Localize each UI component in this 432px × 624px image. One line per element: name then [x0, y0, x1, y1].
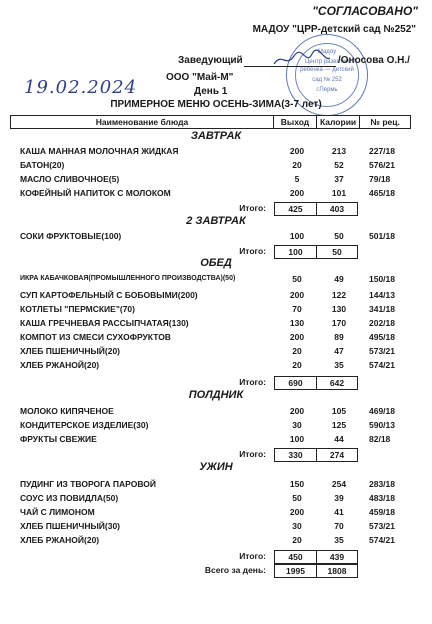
stamp-line: Центр развития	[304, 59, 350, 65]
dish-output: 100	[289, 434, 305, 444]
dish-calories: 47	[334, 346, 344, 356]
dish-recipe: 576/21	[369, 160, 395, 170]
dish-name: МАСЛО СЛИВОЧНОЕ(5)	[20, 174, 120, 184]
grand-total-output: 1995	[274, 564, 317, 578]
total-label: Итого:	[239, 203, 266, 213]
dish-recipe: 283/18	[369, 479, 395, 489]
column-recipe: № рец.	[360, 116, 411, 129]
dish-recipe: 459/18	[369, 507, 395, 517]
head-label: Заведующий	[178, 55, 243, 66]
dish-output: 20	[292, 535, 302, 545]
dish-output: 70	[292, 304, 302, 314]
stamp-line: ребенка — детский	[300, 67, 354, 73]
handwritten-date: 19.02.2024	[24, 77, 138, 98]
menu-row	[0, 231, 432, 244]
dish-name: ФРУКТЫ СВЕЖИЕ	[20, 434, 97, 444]
dish-output: 130	[289, 318, 305, 328]
total-label: Итого:	[239, 377, 266, 387]
menu-row	[0, 420, 432, 433]
total-output: 330	[274, 448, 317, 462]
dish-name: КАША МАННАЯ МОЛОЧНАЯ ЖИДКАЯ	[20, 146, 179, 156]
dish-recipe: 590/13	[369, 420, 395, 430]
menu-row	[0, 493, 432, 506]
dish-name: СУП КАРТОФЕЛЬНЫЙ С БОБОВЫМИ(200)	[20, 290, 198, 300]
total-calories: 50	[316, 245, 358, 259]
day-label: День 1	[194, 86, 228, 97]
dish-recipe: 573/21	[369, 521, 395, 531]
dish-output: 30	[292, 521, 302, 531]
head-name: /Оносова О.Н./	[338, 55, 410, 66]
dish-name: ЧАЙ С ЛИМОНОМ	[20, 507, 95, 517]
dish-calories: 125	[331, 420, 347, 430]
dish-calories: 70	[334, 521, 344, 531]
total-label: Итого:	[239, 246, 266, 256]
dish-name: БАТОН(20)	[20, 160, 65, 170]
dish-output: 5	[294, 174, 300, 184]
stamp-line: сад № 252	[312, 77, 342, 83]
section-title: ОБЕД	[200, 257, 232, 269]
menu-row	[0, 406, 432, 419]
dish-output: 200	[289, 507, 305, 517]
dish-name: ХЛЕБ ПШЕНИЧНЫЙ(30)	[20, 521, 120, 531]
dish-name: КОНДИТЕРСКОЕ ИЗДЕЛИЕ(30)	[20, 420, 149, 430]
column-name: Наименование блюда	[11, 116, 274, 129]
dish-name: ХЛЕБ РЖАНОЙ(20)	[20, 535, 100, 545]
menu-row	[0, 160, 432, 173]
dish-output: 50	[292, 493, 302, 503]
dish-calories: 130	[331, 304, 347, 314]
dish-output: 200	[289, 188, 305, 198]
menu-row	[0, 174, 432, 187]
dish-output: 50	[292, 274, 302, 284]
dish-recipe: 202/18	[369, 318, 395, 328]
dish-calories: 213	[331, 146, 347, 156]
dish-name: ПУДИНГ ИЗ ТВОРОГА ПАРОВОЙ	[20, 479, 156, 489]
menu-row	[0, 535, 432, 548]
dish-output: 150	[289, 479, 305, 489]
total-output: 100	[274, 245, 317, 259]
dish-recipe: 573/21	[369, 346, 395, 356]
signature-line	[244, 66, 336, 67]
dish-name: ХЛЕБ РЖАНОЙ(20)	[20, 360, 100, 370]
dish-recipe: 82/18	[369, 434, 391, 444]
dish-name: СОКИ ФРУКТОВЫЕ(100)	[20, 231, 122, 241]
total-calories: 403	[316, 202, 358, 216]
stamp-line: Мадоу	[317, 49, 337, 55]
dish-calories: 35	[334, 360, 344, 370]
dish-output: 200	[289, 146, 305, 156]
dish-output: 200	[289, 290, 305, 300]
dish-calories: 35	[334, 535, 344, 545]
menu-row	[0, 507, 432, 520]
total-output: 450	[274, 550, 317, 564]
section-title: УЖИН	[199, 461, 233, 473]
dish-calories: 122	[331, 290, 347, 300]
dish-output: 20	[292, 346, 302, 356]
dish-recipe: 144/13	[369, 290, 395, 300]
dish-name: КОМПОТ ИЗ СМЕСИ СУХОФРУКТОВ	[20, 332, 171, 342]
stamp-line: г.Пермь	[316, 87, 338, 93]
menu-row	[0, 304, 432, 317]
dish-recipe: 574/21	[369, 535, 395, 545]
total-calories: 439	[316, 550, 358, 564]
grand-total-label: Всего за день:	[204, 565, 266, 575]
dish-output: 200	[289, 332, 305, 342]
dish-name: ХЛЕБ ПШЕНИЧНЫЙ(20)	[20, 346, 120, 356]
dish-calories: 254	[331, 479, 347, 489]
column-calories: Калории	[317, 116, 360, 129]
total-label: Итого:	[239, 449, 266, 459]
menu-title: ПРИМЕРНОЕ МЕНЮ ОСЕНЬ-ЗИМА(3-7 лет)	[110, 99, 322, 110]
dish-recipe: 469/18	[369, 406, 395, 416]
dish-calories: 49	[334, 274, 344, 284]
dish-output: 100	[289, 231, 305, 241]
dish-output: 20	[292, 160, 302, 170]
menu-row	[0, 479, 432, 492]
menu-row	[0, 146, 432, 159]
grand-total	[0, 565, 432, 578]
dish-calories: 52	[334, 160, 344, 170]
supplier-name: ООО "Май-М"	[166, 72, 234, 83]
menu-row	[0, 274, 432, 287]
dish-output: 20	[292, 360, 302, 370]
total-output: 425	[274, 202, 317, 216]
menu-row	[0, 332, 432, 345]
dish-name: КАША ГРЕЧНЕВАЯ РАССЫПЧАТАЯ(130)	[20, 318, 189, 328]
dish-calories: 37	[334, 174, 344, 184]
dish-name: СОУС ИЗ ПОВИДЛА(50)	[20, 493, 119, 503]
section-total	[0, 551, 432, 564]
dish-calories: 44	[334, 434, 344, 444]
dish-calories: 89	[334, 332, 344, 342]
dish-calories: 101	[331, 188, 347, 198]
menu-row	[0, 346, 432, 359]
menu-row	[0, 360, 432, 373]
section-title: 2 ЗАВТРАК	[186, 215, 246, 227]
dish-name: КОТЛЕТЫ "ПЕРМСКИЕ"(70)	[20, 304, 135, 314]
dish-recipe: 150/18	[369, 274, 395, 284]
section-title: ПОЛДНИК	[188, 389, 244, 401]
approval-label: "СОГЛАСОВАНО"	[312, 4, 418, 18]
total-label: Итого:	[239, 551, 266, 561]
dish-calories: 105	[331, 406, 347, 416]
dish-calories: 170	[331, 318, 347, 328]
dish-recipe: 341/18	[369, 304, 395, 314]
dish-recipe: 495/18	[369, 332, 395, 342]
menu-row	[0, 318, 432, 331]
dish-output: 200	[289, 406, 305, 416]
total-output: 690	[274, 376, 317, 390]
dish-name: МОЛОКО КИПЯЧЕНОЕ	[20, 406, 114, 416]
dish-name: КОФЕЙНЫЙ НАПИТОК С МОЛОКОМ	[20, 188, 171, 198]
dish-output: 30	[292, 420, 302, 430]
dish-recipe: 501/18	[369, 231, 395, 241]
dish-calories: 41	[334, 507, 344, 517]
section-title: ЗАВТРАК	[190, 130, 242, 142]
column-headers	[10, 115, 411, 129]
dish-recipe: 79/18	[369, 174, 391, 184]
dish-calories: 39	[334, 493, 344, 503]
organization-name: МАДОУ "ЦРР-детский сад №252"	[252, 24, 416, 35]
menu-row	[0, 521, 432, 534]
column-output: Выход	[274, 116, 317, 129]
dish-recipe: 227/18	[369, 146, 395, 156]
dish-recipe: 574/21	[369, 360, 395, 370]
total-calories: 274	[316, 448, 358, 462]
menu-row	[0, 188, 432, 201]
total-calories: 642	[316, 376, 358, 390]
dish-name: ИКРА КАБАЧКОВАЯ(ПРОМЫШЛЕННОГО ПРОИЗВОДСТВА)(50)	[20, 275, 236, 282]
menu-row	[0, 290, 432, 303]
menu-row	[0, 434, 432, 447]
dish-calories: 50	[334, 231, 344, 241]
grand-total-calories: 1808	[316, 564, 358, 578]
dish-recipe: 465/18	[369, 188, 395, 198]
dish-recipe: 483/18	[369, 493, 395, 503]
